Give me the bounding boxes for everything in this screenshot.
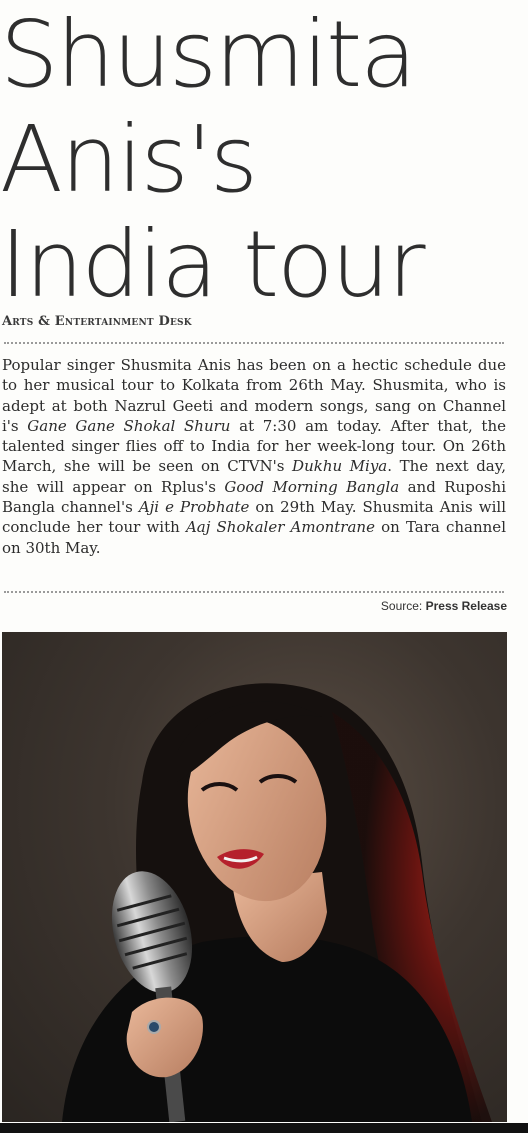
source-label: Source: xyxy=(380,599,423,613)
body-text-segment: on 29th May. Shusmita Anis will conclude her tour with xyxy=(2,498,506,537)
dotted-divider-top xyxy=(4,342,504,344)
show-title: Aaj Shokaler Amontrane xyxy=(185,518,375,537)
body-text-segment: and Ruposhi Bangla channel's xyxy=(2,477,506,517)
body-text-segment: . The next day, she will appear on Rplus's xyxy=(2,457,506,496)
body-text-segment: on Tara channel on 30th May. xyxy=(2,518,506,557)
headline-line: Anis's xyxy=(0,106,256,213)
body-text-segment: at 7:30 am today. After that, the talented singer flies off to India for her week-long tour. On 26th March, she will be seen on CTVN's xyxy=(2,416,506,476)
headline-line: Shusmita xyxy=(0,1,415,108)
show-title: Gane Gane Shokal Shuru xyxy=(27,416,231,435)
body-text-segment: Popular singer Shusmita Anis has been on a hectic schedule due to her musical tour to Kolkata from 26th May. Shusmita, who is adept at both Nazrul Geeti and modern songs, sang on Channel i's xyxy=(2,356,506,435)
headline xyxy=(0,2,528,317)
desk-byline: Arts & Entertainment Desk xyxy=(2,314,192,329)
source-value: Press Release xyxy=(425,599,507,613)
bottom-edge-bar xyxy=(0,1123,528,1133)
article-body xyxy=(2,355,506,558)
headline-line: India tour xyxy=(0,211,424,318)
show-title: Good Morning Bangla xyxy=(224,477,400,496)
show-title: Aji e Probhate xyxy=(138,498,250,517)
singer-photo xyxy=(2,632,507,1122)
singer-illustration xyxy=(2,632,507,1122)
show-title: Dukhu Miya xyxy=(292,457,388,476)
dotted-divider-bottom xyxy=(4,591,504,593)
source-credit xyxy=(381,599,507,613)
